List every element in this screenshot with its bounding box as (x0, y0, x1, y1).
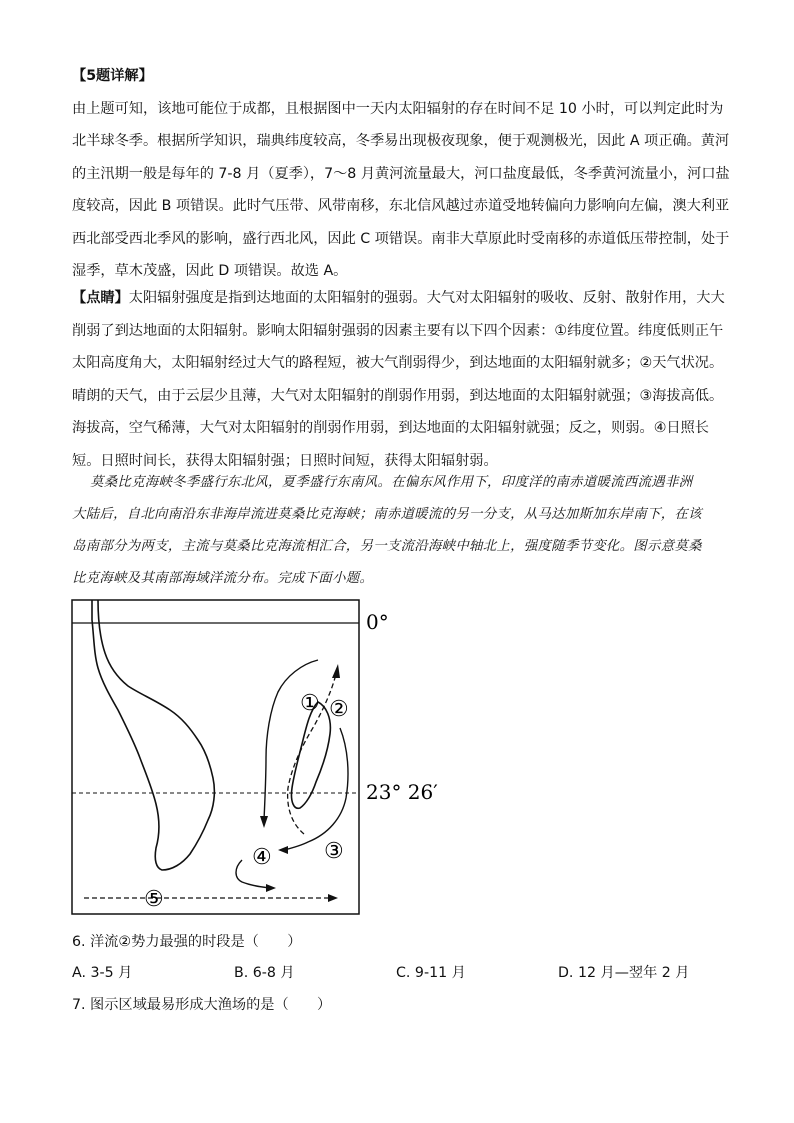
current-1-arrowhead (260, 816, 268, 828)
question-6-stem: 6. 洋流②势力最强的时段是（ ） (72, 934, 302, 950)
tip-line: 太阳高度角大，太阳辐射经过大气的路程短，被大气削弱得少，到达地面的太阳辐射就多；②天气状况。 (72, 355, 724, 371)
tip-line: 削弱了到达地面的太阳辐射。影响太阳辐射强弱的因素主要有以下四个因素：①纬度位置。纬度低则正午 (72, 322, 724, 339)
q6-option-b[interactable]: B. 6-8 月 (234, 965, 295, 981)
label-4: ④ (252, 845, 272, 870)
detail5-line: 西北部受西北季风的影响，盛行西北风，因此 C 项错误。南非大草原此时受南移的赤道低压带控制，处于 (72, 230, 730, 247)
current-3-arrowhead (278, 846, 288, 854)
africa-east-coast (202, 600, 310, 856)
current-3-arrow (284, 728, 348, 850)
tip-line: 海拔高，空气稀薄，大气对太阳辐射的削弱作用弱，到达地面的太阳辐射就强；反之，则弱。④日照长 (72, 420, 709, 436)
africa-coastline (92, 600, 214, 870)
intro-line: 岛南部分为两支，主流与莫桑比克海流相汇合，另一支流沿海峡中轴北上，强度随季节变化。图示意莫桑 (72, 539, 702, 554)
madagascar-island (291, 702, 330, 808)
intro-line: 大陆后，自北向南沿东非海岸流进莫桑比克海峡；南赤道暖流的另一分支，从马达加斯加东岸南下，在该 (72, 507, 702, 522)
label-1: ① (300, 691, 320, 716)
q6-option-c[interactable]: C. 9-11 月 (396, 965, 466, 981)
tip-tag: 【点睛】 (72, 290, 129, 306)
q6-option-a[interactable]: A. 3-5 月 (72, 965, 133, 981)
question-intro (72, 467, 735, 595)
detail5-paragraph (72, 60, 732, 288)
label-5: ⑤ (144, 887, 164, 912)
detail5-line: 湿季，草木茂盛，因此 D 项错误。故选 A。 (72, 263, 348, 279)
detail5-line: 北半球冬季。根据所学知识，瑞典纬度较高，冬季易出现极夜现象，便于观测极光，因此 A 项正确。黄河 (72, 133, 730, 149)
tropic-label: 23° 26′ (366, 780, 438, 804)
current-4-arrowhead (266, 884, 276, 892)
label-2: ② (329, 697, 349, 722)
detail5-tag: 【5题详解】 (72, 68, 153, 84)
detail5-line: 度较高，因此 B 项错误。此时气压带、风带南移，东北信风越过赤道受地转偏向力影响向左偏，澳大利亚 (72, 198, 730, 214)
question-7-stem: 7. 图示区域最易形成大渔场的是（ ） (72, 997, 332, 1013)
label-3: ③ (324, 839, 344, 864)
tip-line: 晴朗的天气，由于云层少且薄，大气对太阳辐射的削弱作用弱，到达地面的太阳辐射就强；③海拔高低。 (72, 387, 724, 404)
tip-line: 太阳辐射强度是指到达地面的太阳辐射的强弱。大气对太阳辐射的吸收、反射、散射作用，大大 (128, 290, 725, 306)
tip-paragraph (72, 282, 732, 477)
current-map (70, 598, 470, 918)
detail5-line: 由上题可知，该地可能位于成都，且根据图中一天内太阳辐射的存在时间不足 10 小时，可以判定此时为 (72, 100, 724, 117)
intro-line: 莫桑比克海峡冬季盛行东北风，夏季盛行东南风。在偏东风作用下，印度洋的南赤道暖流西流遇非洲 (90, 475, 693, 490)
q6-option-d[interactable]: D. 12 月—翌年 2 月 (558, 965, 690, 981)
current-5-arrowhead (328, 894, 338, 902)
tip-line: 短。日照时间长，获得太阳辐射强；日照时间短，获得太阳辐射弱。 (72, 452, 498, 469)
map-frame (72, 600, 359, 914)
detail5-line: 的主汛期一般是每年的 7-8 月（夏季），7～8 月黄河流量最大，河口盐度最低，冬季黄河流量小，河口盐 (72, 165, 730, 182)
equator-label: 0° (366, 610, 389, 634)
intro-line: 比克海峡及其南部海域洋流分布。完成下面小题。 (72, 571, 374, 586)
current-2-arrowhead (332, 664, 340, 678)
